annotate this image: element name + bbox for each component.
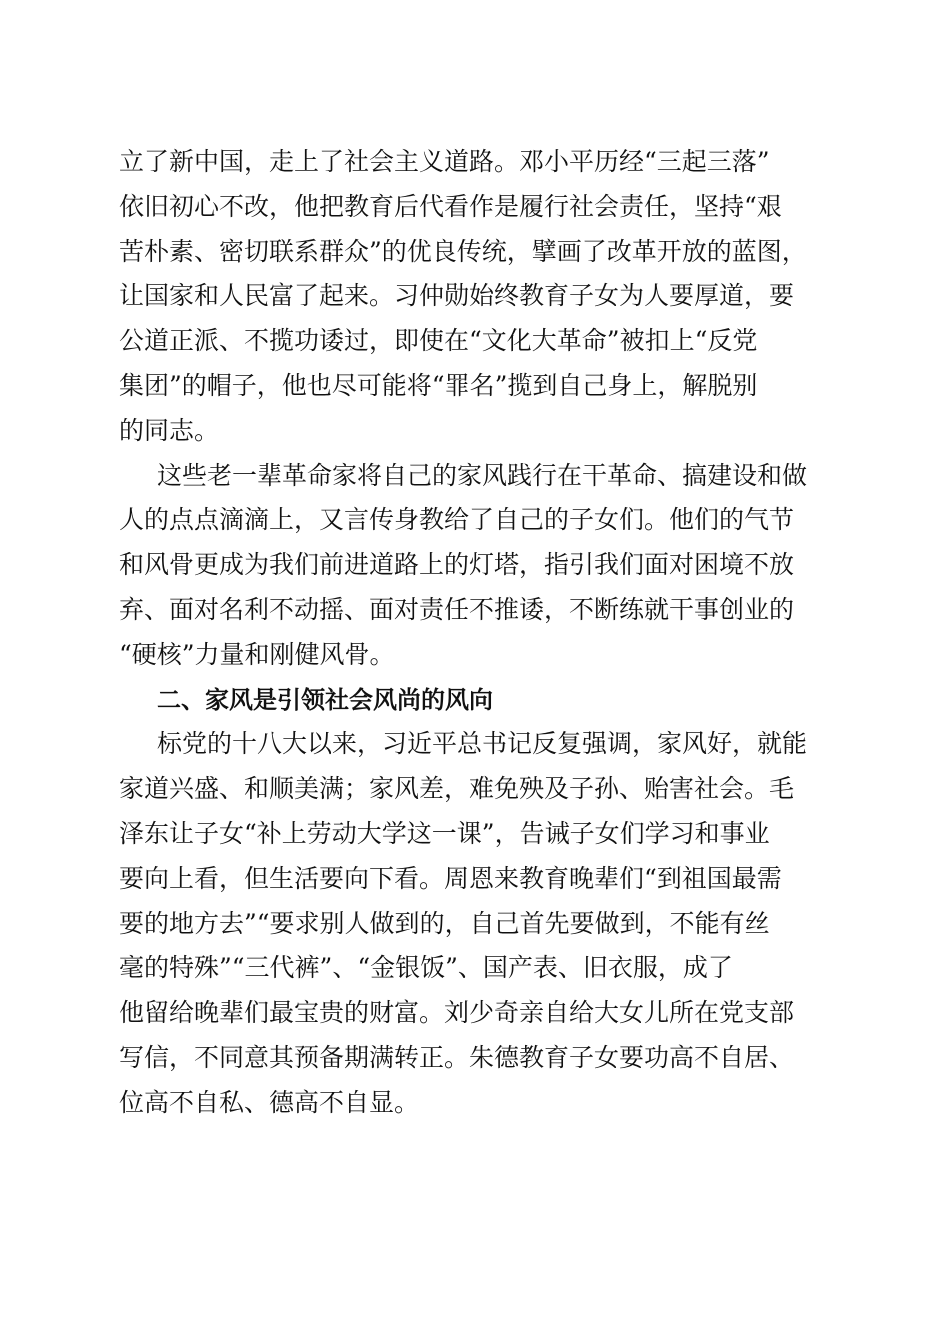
section-heading: 二、家风是引领社会风尚的风向 — [157, 685, 493, 714]
document-body — [119, 140, 839, 1126]
text-line: 的同志。 — [119, 415, 220, 445]
text-line: “硬核”力量和刚健风骨。 — [119, 639, 395, 669]
paragraph-revolutionaries — [119, 454, 839, 678]
text-line: 要的地方去”“要求别人做到的，自己首先要做到，不能有丝 — [119, 908, 770, 938]
text-line: 人的点点滴滴上，又言传身教给了自己的子女们。他们的气节 — [119, 505, 795, 535]
text-line: 他留给晚辈们最宝贵的财富。刘少奇亲自给大女儿所在党支部 — [119, 998, 795, 1028]
text-line: 苦朴素、密切联系群众”的优良传统，擘画了改革开放的蓝图， — [119, 236, 807, 266]
text-line: 毫的特殊”“三代裤”、“金银饭”、国产表、旧衣服，成了 — [119, 953, 733, 983]
text-line: 和风骨更成为我们前进道路上的灯塔，指引我们面对困境不放 — [119, 550, 795, 580]
text-line: 位高不自私、德高不自显。 — [119, 1087, 420, 1117]
text-line: 家道兴盛、和顺美满；家风差，难免殃及子孙、贻害社会。毛 — [119, 774, 795, 804]
text-line: 这些老一辈革命家将自己的家风践行在干革命、搞建设和做 — [157, 460, 808, 490]
text-line: 要向上看，但生活要向下看。周恩来教育晚辈们“到祖国最需 — [119, 863, 782, 893]
paragraph-continued — [119, 140, 839, 454]
text-line: 弃、面对名利不动摇、面对责任不推诿，不断练就干事创业的 — [119, 594, 795, 624]
text-line: 写信，不同意其预备期满转正。朱德教育子女要功高不自居、 — [119, 1042, 795, 1072]
text-line: 泽东让子女“补上劳动大学这一课”，告诫子女们学习和事业 — [119, 818, 770, 848]
text-line: 标党的十八大以来，习近平总书记反复强调，家风好，就能 — [157, 729, 808, 759]
text-line: 让国家和人民富了起来。习仲勋始终教育子女为人要厚道，要 — [119, 281, 795, 311]
text-line: 公道正派、不揽功诿过，即使在“文化大革命”被扣上“反党 — [119, 326, 758, 356]
text-line: 依旧初心不改，他把教育后代看作是履行社会责任，坚持“艰 — [119, 191, 782, 221]
paragraph-family-style — [119, 722, 839, 1125]
text-line: 集团”的帽子，他也尽可能将“罪名”揽到自己身上，解脱别 — [119, 370, 758, 400]
text-line: 立了新中国，走上了社会主义道路。邓小平历经“三起三落” — [119, 147, 770, 176]
